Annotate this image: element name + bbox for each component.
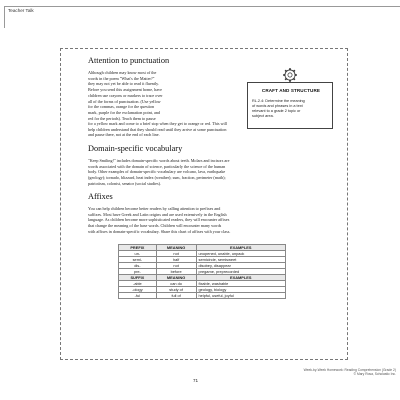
table-cell: semicircle, semisweet	[196, 257, 286, 263]
callout-title: CRAFT AND STRUCTURE	[261, 88, 321, 93]
text-line: "Keep Smiling!" includes domain-specific words about teeth. Molars and incisors are	[88, 158, 230, 163]
header-label: Teacher Talk	[8, 8, 34, 13]
text-line: they may not yet be able to read it fluently.	[88, 81, 160, 87]
paragraph-affixes	[88, 206, 340, 235]
table-header-cell: EXAMPLES	[196, 275, 286, 281]
text-line: body. Other examples of domain-specific vocabulary are volcano, lava, earthquake	[88, 169, 226, 175]
heading-domain-vocabulary: Domain-specific vocabulary	[88, 144, 183, 153]
table-cell: before	[156, 269, 196, 275]
heading-punctuation: Attention to punctuation	[88, 56, 170, 65]
text-line: words associated with the domain of science, particularly the science of the human	[88, 163, 226, 169]
table-cell: unopened, unable, unpack	[196, 251, 286, 257]
text-line: mark, purple for the exclamation point, and	[88, 109, 160, 115]
text-line: patriotism, colonist, senator (social studies).	[88, 180, 162, 186]
table-cell: pre-	[119, 269, 157, 275]
callout-line: relevant to a grade 2 topic or	[252, 109, 301, 113]
paragraph-punctuation-narrow	[88, 70, 240, 121]
table-cell: not	[156, 251, 196, 257]
callout-line: of words and phrases in a text	[252, 104, 303, 108]
table-row	[119, 293, 286, 299]
text-line: red for the periods). Teach them to pause	[88, 115, 156, 121]
table-cell: helpful, useful, joyful	[196, 293, 286, 299]
table-cell: can do	[156, 281, 196, 287]
callout-line: RL.2.4: Determine the meaning	[252, 99, 305, 103]
credit-line: © Mary Rosa, Scholastic Inc.	[353, 372, 396, 377]
table-cell: dis-	[119, 263, 157, 269]
text-line: suffixes. Most have Greek and Latin origins and are used extensively in the English	[88, 211, 227, 217]
text-line: for a yellow mark and come to a brief stop when they get to orange or red. This will	[88, 121, 227, 126]
credit-line: Week-by-Week Homework: Reading Comprehension (Grade 2)	[303, 368, 396, 372]
text-line: Before you send this assignment home, have	[88, 87, 162, 93]
text-line: children use crayons or markers to trace over	[88, 92, 163, 98]
table-cell: full of	[156, 293, 196, 299]
text-line: You can help children become better readers by calling attention to prefixes and	[88, 206, 221, 211]
header-rule	[4, 6, 400, 17]
text-line: and pause there, not at the end of each line.	[88, 132, 160, 138]
gear-icon	[282, 67, 298, 83]
table-cell: -able	[119, 281, 157, 287]
text-line: Although children may know most of the	[88, 70, 157, 75]
table-cell: un-	[119, 251, 157, 257]
heading-affixes: Affixes	[88, 192, 113, 201]
text-line: all of the forms of punctuation. (Use yellow	[88, 98, 161, 104]
table-header-cell: EXAMPLES	[196, 245, 286, 251]
table-cell: -ology	[119, 287, 157, 293]
footer-credit	[272, 368, 396, 377]
table-cell: semi-	[119, 257, 157, 263]
table-cell: fixable, washable	[196, 281, 286, 287]
text-line: that change the meaning of the base words. Children will encounter many words	[88, 223, 222, 229]
text-line: (geology); tornado, blizzard, heat index (weather); sum, fraction, perimeter (math);	[88, 175, 226, 181]
callout-text	[252, 99, 332, 119]
callout-line: subject area.	[252, 114, 274, 118]
text-line: for the commas, orange for the question	[88, 104, 155, 110]
table-header-cell: MEANING	[156, 275, 196, 281]
page-number: 71	[193, 378, 199, 383]
text-line: language. As children become more sophisticated readers, they will encounter affixes	[88, 217, 230, 223]
table-header-cell: MEANING	[156, 245, 196, 251]
table-cell: not	[156, 263, 196, 269]
standards-callout	[247, 82, 333, 129]
table-cell: disobey, disappear	[196, 263, 286, 269]
table-cell: -ful	[119, 293, 157, 299]
header-tick	[4, 6, 5, 28]
table-header-cell: SUFFIX	[119, 275, 157, 281]
text-line: help children understand that they should read until they arrive at some punctuation	[88, 126, 227, 132]
text-line: words in the poem "What's the Matter?"	[88, 75, 155, 81]
table-cell: pregame, preрrecorded	[196, 269, 286, 275]
table-cell: geology, biology	[196, 287, 286, 293]
text-line: with affixes in domain-specific vocabulary. Share this chart of affixes with your class.	[88, 228, 231, 234]
table-header-cell: PREFIX	[119, 245, 157, 251]
table-cell: half	[156, 257, 196, 263]
table-cell: study of	[156, 287, 196, 293]
paragraph-domain-vocabulary	[88, 158, 340, 187]
affix-table	[118, 244, 286, 299]
